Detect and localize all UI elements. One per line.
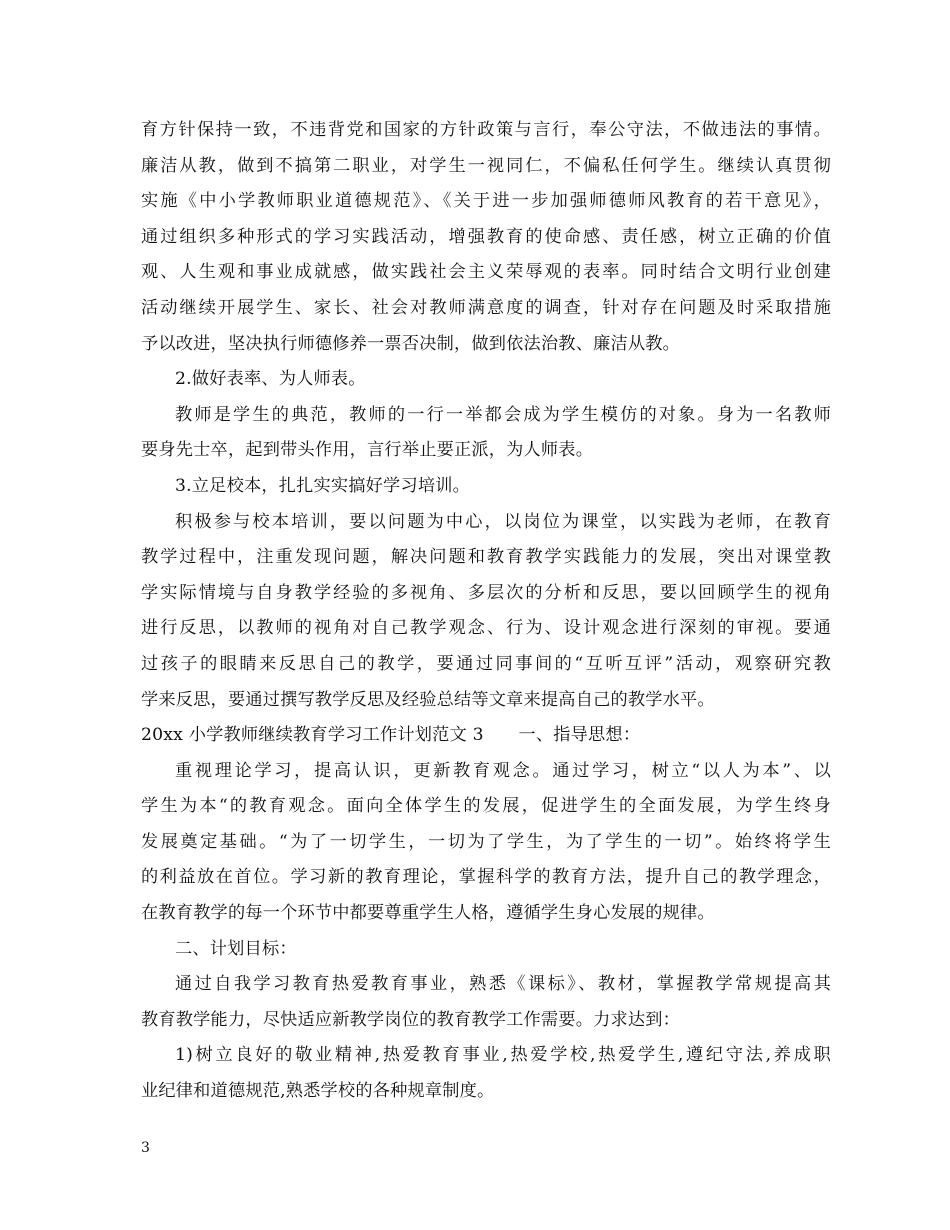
text-line: 教育教学能力，尽快适应新教学岗位的教育教学工作需要。力求达到： (141, 1009, 681, 1030)
text-line: 发展奠定基础。“为了一切学生，一切为了学生，为了学生的一切”。始终将学生 (141, 831, 831, 852)
text-line: 廉洁从教，做到不搞第二职业，对学生一视同仁，不偏私任何学生。继续认真贯彻 (141, 155, 831, 176)
text-line: 2.做好表率、为人师表。 (175, 369, 366, 390)
page-number: 3 (141, 1140, 150, 1156)
text-line: 1)树立良好的敬业精神,热爱教育事业,热爱学校,热爱学生,遵纪守法,养成职 (175, 1045, 831, 1066)
text-line: 业纪律和道德规范,熟悉学校的各种规章制度。 (141, 1081, 495, 1102)
text-line: 观、人生观和事业成就感，做实践社会主义荣辱观的表率。同时结合文明行业创建 (141, 262, 831, 283)
document-body (141, 113, 831, 1110)
text-line: 重视理论学习，提高认识，更新教育观念。通过学习，树立“以人为本”、以 (175, 760, 831, 781)
text-line: 实施《中小学教师职业道德规范》、《关于进一步加强师德师风教育的若干意见》， (141, 191, 831, 212)
section-heading-line: 20xx 小学教师继续教育学习工作计划范文 3 一、指导思想： (141, 725, 641, 746)
text-line: 予以改进，坚决执行师德修养一票否决制，做到依法治教、廉洁从教。 (141, 333, 681, 354)
text-line: 二、计划目标： (175, 938, 297, 959)
text-line: 学生为本“的教育观念。面向全体学生的发展，促进学生的全面发展，为学生终身 (141, 796, 831, 817)
text-line: 在教育教学的每一个环节中都要尊重学生人格，遵循学生身心发展的规律。 (141, 903, 715, 924)
text-line: 学来反思，要通过撰写教学反思及经验总结等文章来提高自己的教学水平。 (141, 689, 715, 710)
text-line: 通过自我学习教育热爱教育事业，熟悉《课标》、教材，掌握教学常规提高其 (175, 974, 831, 995)
text-line: 要身先士卒，起到带头作用，言行举止要正派，为人师表。 (141, 440, 594, 461)
text-line: 教师是学生的典范，教师的一行一举都会成为学生模仿的对象。身为一名教师 (175, 404, 831, 425)
text-line: 积极参与校本培训，要以问题为中心，以岗位为课堂，以实践为老师，在教育 (175, 511, 831, 532)
text-line: 学实际情境与自身教学经验的多视角、多层次的分析和反思，要以回顾学生的视角 (141, 582, 831, 603)
text-line: 的利益放在首位。学习新的教育理论，掌握科学的教育方法，提升自己的教学理念， (141, 867, 831, 888)
text-line: 教学过程中，注重发现问题，解决问题和教育教学实践能力的发展，突出对课堂教 (141, 547, 831, 568)
text-line: 育方针保持一致，不违背党和国家的方针政策与言行，奉公守法，不做违法的事情。 (141, 120, 831, 140)
text-line: 3.立足校本，扎扎实实搞好学习培训。 (175, 475, 471, 496)
text-line: 进行反思，以教师的视角对自己教学观念、行为、设计观念进行深刻的审视。要通 (141, 618, 831, 639)
text-line: 过孩子的眼睛来反思自己的教学，要通过同事间的“互听互评”活动，观察研究教 (141, 653, 831, 674)
text-line: 活动继续开展学生、家长、社会对教师满意度的调查，针对存在问题及时采取措施 (141, 297, 831, 318)
text-line: 通过组织多种形式的学习实践活动，增强教育的使命感、责任感，树立正确的价值 (141, 226, 831, 247)
